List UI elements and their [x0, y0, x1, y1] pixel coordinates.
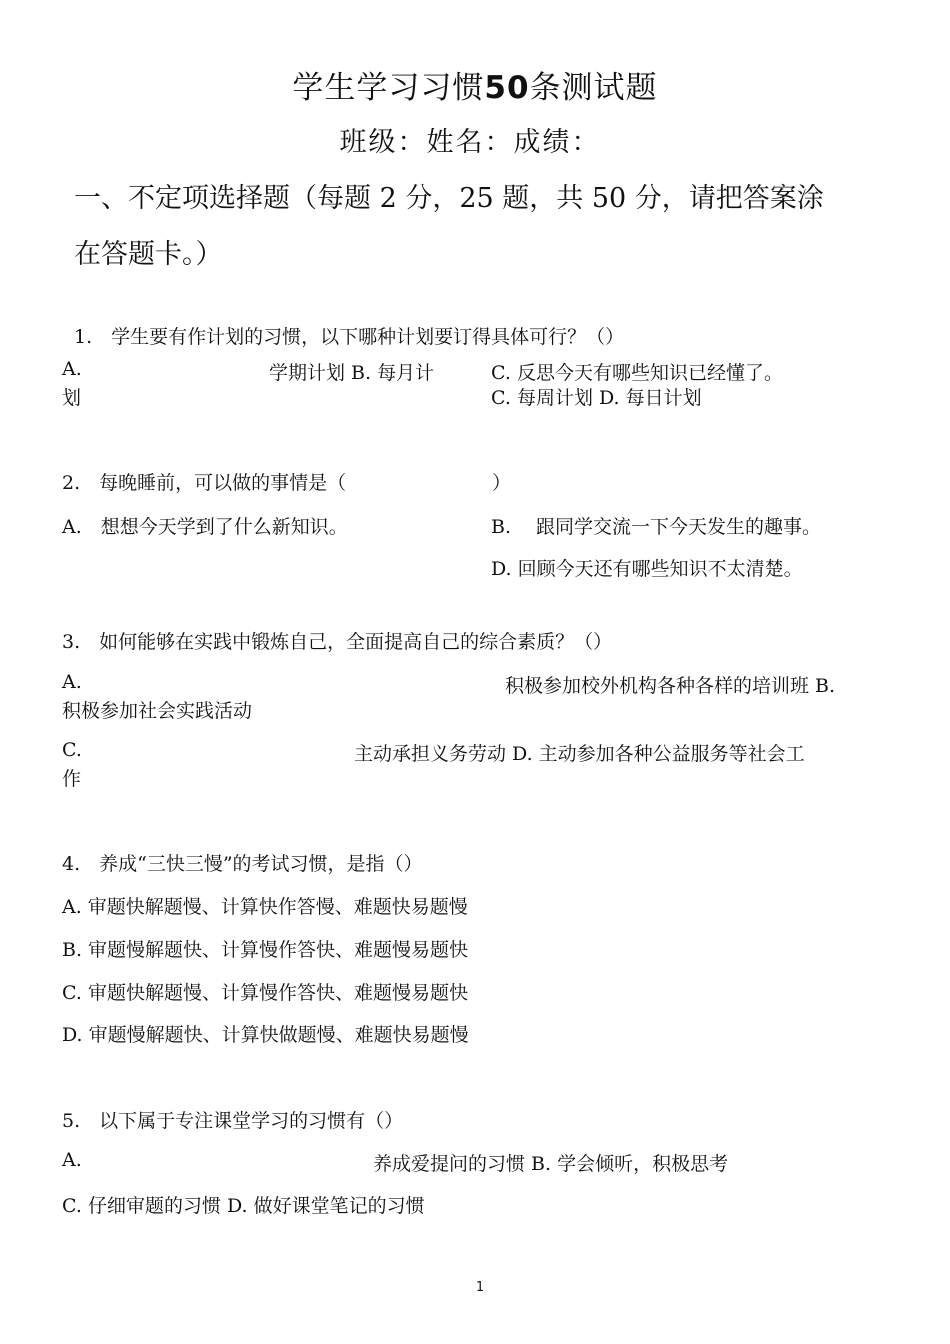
title-tail: 条测试题: [529, 70, 658, 106]
question-5-option-cd: C. 仔细审题的习惯 D. 做好课堂笔记的习惯: [62, 1195, 425, 1217]
question-2-stem: 2. 每晚睡前，可以做的事情是（: [62, 472, 347, 494]
title-number: 50: [484, 70, 530, 106]
question-4-option-a: A. 审题快解题慢、计算快作答慢、难题快易题慢: [62, 896, 468, 918]
question-2-option-b: B. 跟同学交流一下今天发生的趣事。: [491, 516, 822, 538]
question-2-stem-close: ）: [492, 472, 512, 494]
section-heading-line2: 在答题卡。）: [74, 239, 223, 270]
question-4-stem: 4. 养成“三快三慢”的考试习惯，是指（）: [62, 853, 423, 875]
question-1-option-a-label: A.: [62, 358, 82, 380]
question-3-option-a-label: A.: [62, 671, 82, 693]
question-1-stem: 1. 学生要有作计划的习惯，以下哪种计划要订得具体可行？（）: [74, 326, 625, 348]
question-4-option-b: B. 审题慢解题快、计算慢作答快、难题慢易题快: [62, 939, 469, 961]
question-3-stem: 3. 如何能够在实践中锻炼自己，全面提高自己的综合素质？（）: [62, 631, 613, 653]
question-4-option-d: D. 审题慢解题快、计算快做题慢、难题快易题慢: [62, 1024, 469, 1046]
question-4-option-c: C. 审题快解题慢、计算慢作答快、难题慢易题快: [62, 982, 468, 1004]
question-3-option-cd: 主动承担义务劳动 D. 主动参加各种公益服务等社会工: [354, 743, 805, 765]
question-3-option-ab-wrap: 积极参加社会实践活动: [62, 700, 253, 722]
question-1-option-ab: 学期计划 B. 每月计: [269, 362, 435, 384]
question-1-option-wrap: 划: [62, 387, 82, 409]
title-main: 学生学习习惯: [292, 70, 485, 106]
question-1-option-cd: C. 每周计划 D. 每日计划: [491, 387, 702, 409]
question-5-stem: 5. 以下属于专注课堂学习的习惯有（）: [62, 1110, 404, 1132]
question-3-option-ab: 积极参加校外机构各种各样的培训班 B.: [505, 675, 836, 697]
section-heading-line1: 一、不定项选择题（每题 2 分，25 题，共 50 分，请把答案涂: [74, 183, 824, 214]
question-1-option-c-reflect: C. 反思今天有哪些知识已经懂了。: [491, 362, 783, 384]
question-5-option-ab: 养成爱提问的习惯 B. 学会倾听，积极思考: [373, 1153, 729, 1175]
student-info-line: 班级：姓名：成绩：: [339, 127, 601, 158]
page-number: 1: [475, 1280, 485, 1295]
question-2-option-d: D. 回顾今天还有哪些知识不太清楚。: [491, 558, 803, 580]
question-5-option-a-label: A.: [62, 1149, 82, 1171]
question-2-option-a: A. 想想今天学到了什么新知识。: [62, 516, 348, 538]
page-title: [0, 62, 950, 107]
question-3-option-cd-wrap: 作: [62, 768, 82, 790]
question-3-option-c-label: C.: [62, 739, 82, 761]
